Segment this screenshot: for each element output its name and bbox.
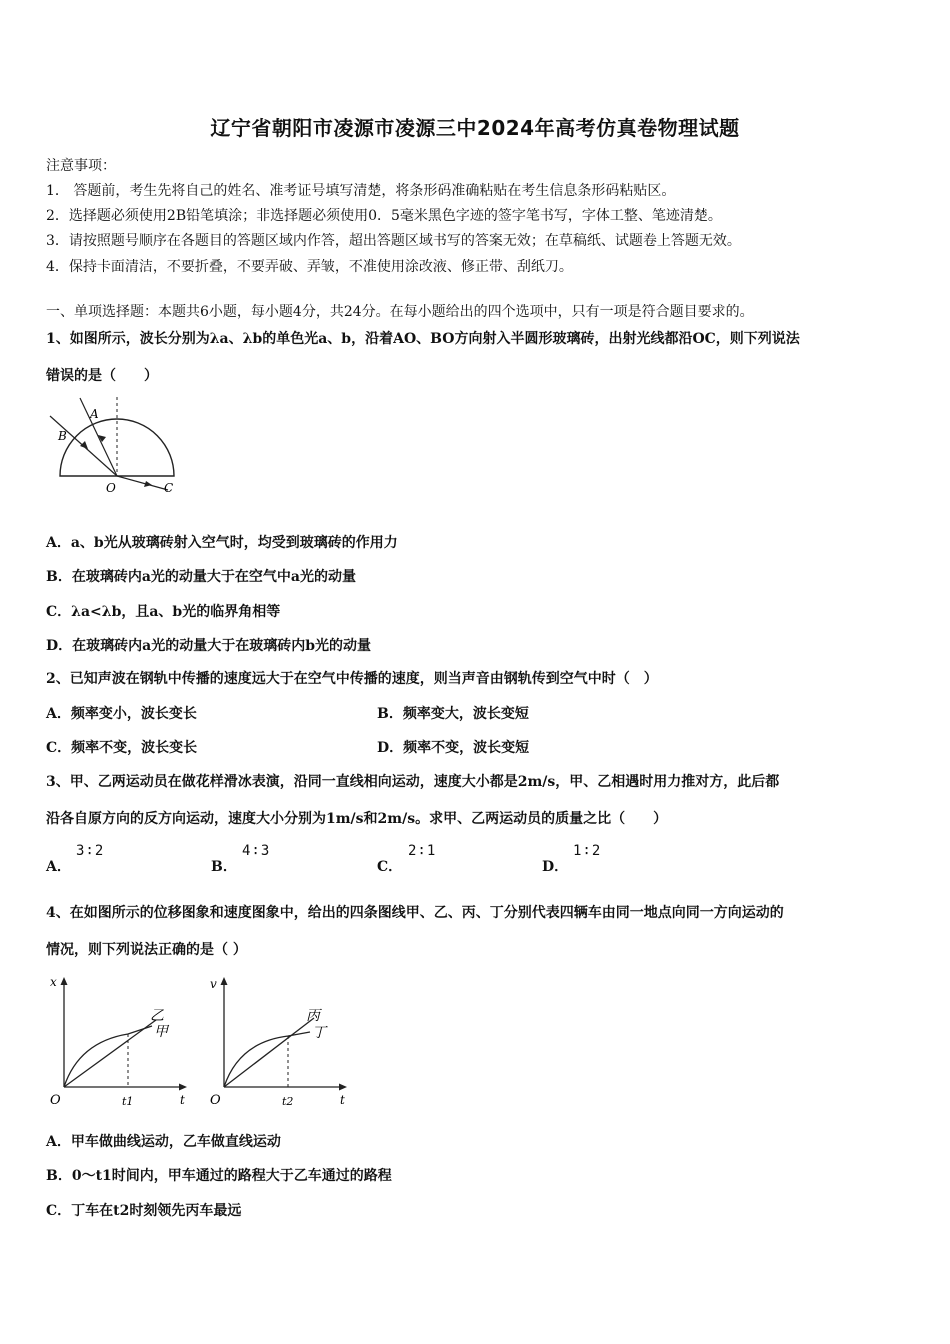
q4-graph-xt: [44, 972, 194, 1112]
q4-option-c: C．丁车在t2时刻领先丙车最远: [46, 1203, 242, 1219]
x-axis-label: t: [180, 1093, 185, 1107]
q1-stem-line1: 1、如图所示，波长分别为λa、λb的单色光a、b，沿着AO、BO方向射入半圆形玻璃砖，出射光线都沿OC，则下列说法: [46, 331, 800, 347]
q2-option-b: B．频率变大，波长变短: [377, 706, 529, 722]
notice-item-3: 3．请按照题号顺序在各题目的答题区域内作答，超出答题区域书写的答案无效；在草稿纸、试题卷上答题无效。: [46, 233, 741, 249]
line-bing: [224, 1018, 314, 1087]
curve-jia-label: 甲: [154, 1024, 168, 1040]
q3-option-c-value: 2∶1: [408, 843, 437, 859]
curve-ding: [224, 1032, 310, 1087]
q1-option-b: B．在玻璃砖内a光的动量大于在空气中a光的动量: [46, 569, 356, 585]
q3-stem-line2: 沿各自原方向的反方向运动，速度大小分别为1m/s和2m/s。求甲、乙两运动员的质量之比（ ）: [46, 811, 668, 827]
q3-option-a-value: 3∶2: [76, 843, 105, 859]
section-heading: 一、单项选择题：本题共6小题，每小题4分，共24分。在每小题给出的四个选项中，只有一项是符合题目要求的。: [46, 304, 754, 320]
t2-label: t2: [282, 1095, 294, 1108]
q3-option-b-label: B．: [211, 859, 237, 875]
notice-item-1: 1． 答题前，考生先将自己的姓名、准考证号填写清楚，将条形码准确粘贴在考生信息条形码粘贴区。: [46, 183, 676, 199]
q1-option-a: A．a、b光从玻璃砖射入空气时，均受到玻璃砖的作用力: [46, 535, 398, 551]
q1-option-c: C．λa<λb，且a、b光的临界角相等: [46, 604, 281, 620]
page-title: 辽宁省朝阳市凌源市凌源三中2024年高考仿真卷物理试题: [210, 116, 740, 140]
label-o: O: [106, 481, 116, 495]
t1-label: t1: [122, 1095, 134, 1108]
x-axis-arrow: [339, 1084, 347, 1091]
q3-option-d-label: D．: [542, 859, 569, 875]
notice-item-2: 2．选择题必须使用2B铅笔填涂；非选择题必须使用0．5毫米黑色字迹的签字笔书写，字体工整、笔迹清楚。: [46, 208, 722, 224]
origin-label: O: [50, 1093, 61, 1108]
label-b: B: [58, 429, 67, 443]
q3-option-c-label: C．: [377, 859, 403, 875]
y-axis-label: v: [210, 977, 217, 991]
q2-option-c: C．频率不变，波长变长: [46, 740, 198, 756]
q3-option-b-value: 4∶3: [242, 843, 271, 859]
x-axis-label: t: [340, 1093, 345, 1107]
q1-figure: [40, 392, 190, 502]
q4-option-b: B．0～t1时间内，甲车通过的路程大于乙车通过的路程: [46, 1168, 392, 1184]
q2-stem: 2、已知声波在钢轨中传播的速度远大于在空气中传播的速度，则当声音由钢轨传到空气中时（ ）: [46, 671, 658, 687]
label-a: A: [90, 407, 99, 421]
q4-graph-vt: [204, 972, 354, 1112]
q2-option-a: A．频率变小，波长变长: [46, 706, 197, 722]
ray-c: [117, 476, 168, 490]
q3-option-a-label: A．: [46, 859, 71, 875]
q2-option-d: D．频率不变，波长变短: [377, 740, 530, 756]
arrow-b: [80, 441, 88, 449]
q3-option-d-value: 1∶2: [573, 843, 602, 859]
q4-stem-line2: 情况，则下列说法正确的是（ ）: [46, 942, 247, 958]
curve-bing-label: 丙: [306, 1008, 320, 1024]
x-axis-arrow: [179, 1084, 187, 1091]
q1-stem-line2: 错误的是（ ）: [46, 368, 158, 384]
y-axis-arrow: [61, 977, 68, 985]
notice-item-4: 4．保持卡面清洁，不要折叠，不要弄破、弄皱，不准使用涂改液、修正带、刮纸刀。: [46, 259, 573, 275]
curve-ding-label: 丁: [312, 1025, 326, 1041]
q4-stem-line1: 4、在如图所示的位移图象和速度图象中，给出的四条图线甲、乙、丙、丁分别代表四辆车由同一地点向同一方向运动的: [46, 905, 784, 921]
origin-label: O: [210, 1093, 221, 1108]
line-yi: [64, 1020, 156, 1087]
y-axis-label: x: [50, 975, 57, 989]
curve-yi-label: 乙: [150, 1008, 164, 1024]
q1-option-d: D．在玻璃砖内a光的动量大于在玻璃砖内b光的动量: [46, 638, 371, 654]
q3-stem-line1: 3、甲、乙两运动员在做花样滑冰表演，沿同一直线相向运动，速度大小都是2m/s，甲、乙相遇时用力推对方，此后都: [46, 774, 780, 790]
y-axis-arrow: [221, 977, 228, 985]
label-c: C: [164, 481, 174, 495]
arrow-c: [144, 481, 152, 487]
notice-heading: 注意事项：: [46, 158, 116, 174]
q4-option-a: A．甲车做曲线运动，乙车做直线运动: [46, 1134, 281, 1150]
